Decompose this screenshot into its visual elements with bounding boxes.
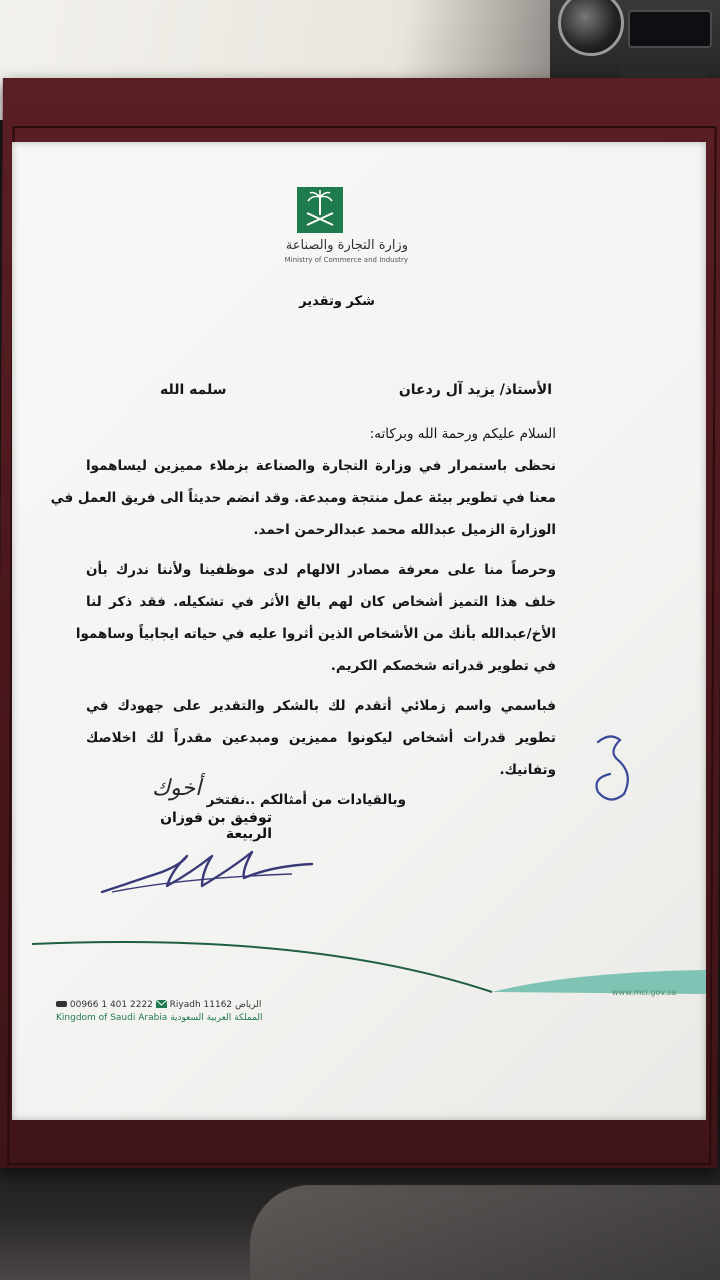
ministry-name-english: Ministry of Commerce and Industry <box>284 256 408 264</box>
footer-country-ar: المملكة العربية السعودية <box>170 1013 263 1023</box>
console-display <box>628 10 712 48</box>
footer-swoosh <box>12 932 706 1002</box>
ministry-name-arabic: وزارة التجارة والصناعة <box>285 238 408 253</box>
letter-title: شكر وتقدير <box>299 294 375 309</box>
car-seat <box>250 1185 720 1280</box>
signer-name: توفيق بن فوزان الربيعة <box>160 810 272 842</box>
footer-website: www.mci.gov.sa <box>612 988 677 997</box>
footer-city-en: Riyadh 11162 <box>169 1000 233 1010</box>
footer-contact <box>56 1000 261 1010</box>
certificate-paper <box>12 142 706 1120</box>
closing-line: وبالقيادات من أمثالكم ..نفتخر <box>206 792 406 808</box>
paragraph-3-line: فباسمي واسم زملائي أتقدم لك بالشكر والتقدير على جهودك في <box>86 698 556 714</box>
recipient-regards: سلمه الله <box>160 382 227 398</box>
footer-country-en: Kingdom of Saudi Arabia <box>56 1013 168 1023</box>
footer-country <box>56 1013 263 1023</box>
paragraph-3-line: تطوير قدرات أشخاص ليكونوا مميزين ومبدعين مقدراً لك اخلاصك <box>86 730 556 746</box>
paragraph-1-line: معنا في تطوير بيئة عمل منتجة ومبدعة. وقد انضم حديثاً الى فريق العمل في <box>50 490 556 506</box>
paragraph-2-line: وحرصاً منا على معرفة مصادر الالهام لدى موظفينا ولأننا ندرك بأن <box>86 562 556 578</box>
footer-phone: 00966 1 401 2222 <box>69 1000 153 1010</box>
dial-knob <box>558 0 624 56</box>
paragraph-3-line: وتفانيك. <box>499 762 556 778</box>
footer-city-ar: الرياض <box>235 1000 262 1010</box>
saudi-emblem-icon <box>297 187 343 233</box>
recipient-name: الأستاذ/ يزيد آل ردعان <box>398 382 552 398</box>
paragraph-2-line: الأخ/عبدالله بأنك من الأشخاص الذين أثروا عليه في حياته ايجابياً وساهموا <box>75 626 556 642</box>
paragraph-1-line: نحظى باستمرار في وزارة التجارة والصناعة بزملاء مميزين ليساهموا <box>86 458 556 474</box>
mail-icon <box>156 1000 167 1008</box>
handwritten-note: أخوك <box>152 776 202 801</box>
greeting: السلام عليكم ورحمة الله وبركاته: <box>369 426 556 442</box>
paragraph-1-line: الوزارة الزميل عبدالله محمد عبدالرحمن احمد. <box>253 522 556 538</box>
signature-mark <box>92 842 322 902</box>
initial-mark <box>590 730 640 810</box>
paragraph-2-line: في تطوير قدراته شخصكم الكريم. <box>330 658 556 674</box>
phone-icon <box>56 1000 67 1008</box>
paragraph-2-line: خلف هذا التميز أشخاص كان لهم بالغ الأثر في تشكيله. فقد ذكر لنا <box>86 594 556 610</box>
